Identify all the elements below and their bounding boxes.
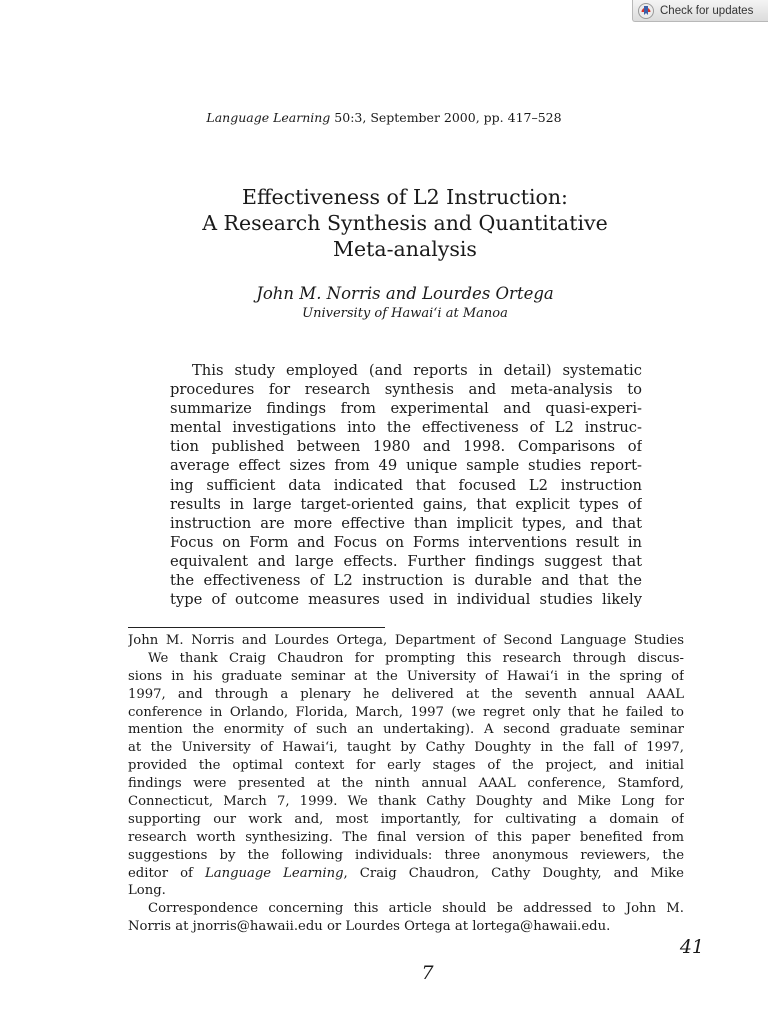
crossmark-icon [638,3,654,19]
sequence-number: 7 [421,962,434,984]
abstract-line: This study employed (and reports in detail) systematic [192,362,642,379]
abstract-line: equivalent and large effects. Further findings suggest that [170,552,642,570]
abstract-line: procedures for research synthesis and meta-analysis to [170,381,642,399]
footnote-line: mention the enormity of such an undertaking). A second graduate seminar [128,722,684,738]
footnote-line: findings were presented at the ninth annual AAAL conference, Stamford, [128,776,684,792]
footnote-divider [128,627,385,628]
abstract-line: results in large target-oriented gains, that explicit types of [170,495,642,513]
page-number: 41 [679,936,704,958]
abstract-line: mental investigations into the effectiveness of L2 instruc- [170,419,642,437]
abstract-line: tion published between 1980 and 1998. Comparisons of [170,438,642,456]
correspondence-line: Norris at jnorris@hawaii.edu or Lourdes Ortega at lortega@hawaii.edu. [128,919,611,935]
footnote-line: Long. [128,883,166,899]
check-for-updates-button[interactable] [632,0,768,22]
footnote-line: provided the optimal context for early stages of the project, and initial [128,758,684,774]
footnote-line: conference in Orlando, Florida, March, 1997 (we regret only that he failed to [128,704,684,720]
authors: John M. Norris and Lourdes Ortega [256,284,554,303]
article-title [0,184,768,262]
title-line: Effectiveness of L2 Instruction: [242,185,568,209]
footnote [128,632,684,936]
footnote-line: at the University of Hawai‘i, taught by Cathy Doughty in the fall of 1997, [128,740,684,756]
journal-details: 50:3, September 2000, pp. 417–528 [330,110,562,125]
footnote-affiliation: John M. Norris and Lourdes Ortega, Department of Second Language Studies [128,633,684,648]
abstract-line: Focus on Form and Focus on Forms interventions result in [170,533,642,551]
footnote-line [128,865,684,883]
abstract-line: ing sufficient data indicated that focused L2 instruction [170,476,642,494]
affiliation: University of Hawai‘i at Manoa [302,306,508,321]
footnote-line: supporting our work and, most importantly, for cultivating a domain of [128,811,684,827]
title-line: A Research Synthesis and Quantitative [202,211,608,235]
correspondence-line: Correspondence concerning this article should be addressed to John M. [148,901,684,917]
abstract-line: summarize findings from experimental and quasi-experi- [170,400,642,418]
footnote-line: 1997, and through a plenary he delivered at the seventh annual AAAL [128,686,684,702]
abstract-line: type of outcome measures used in individual studies likely [170,591,642,609]
journal-citation [0,110,768,125]
footnote-line: Connecticut, March 7, 1999. We thank Cathy Doughty and Mike Long for [128,794,684,810]
abstract [170,361,642,609]
footnote-line: We thank Craig Chaudron for prompting this research through discus- [148,650,684,666]
journal-name: Language Learning [206,110,331,125]
abstract-line: instruction are more effective than implicit types, and that [170,514,642,532]
abstract-line: average effect sizes from 49 unique sample studies report- [170,457,642,475]
check-for-updates-label: Check for updates [660,4,754,17]
abstract-line: the effectiveness of L2 instruction is durable and that the [170,572,642,590]
footnote-line: sions in his graduate seminar at the University of Hawai‘i in the spring of [128,668,684,684]
footnote-line: suggestions by the following individuals: three anonymous reviewers, the [128,847,684,863]
footnote-line: research worth synthesizing. The final version of this paper benefited from [128,829,684,845]
editor-post: , Craig Chaudron, Cathy Doughty, and Mike [343,865,684,881]
editor-pre: editor of [128,865,205,881]
journal-name-inline: Language Learning [204,865,344,881]
title-line: Meta-analysis [333,237,477,261]
